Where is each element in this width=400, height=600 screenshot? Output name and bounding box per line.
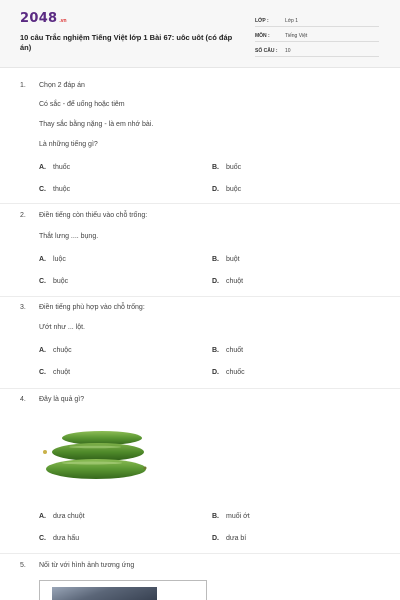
option-c[interactable] <box>39 186 70 193</box>
question-text: Điền tiếng còn thiếu vào chỗ trống: <box>39 212 148 219</box>
option-text: luộc <box>53 256 66 263</box>
option-text: muối ớt <box>226 513 250 520</box>
question-line: Là những tiếng gì? <box>39 141 98 148</box>
option-text: buộc <box>226 186 242 193</box>
question-line: Thay sắc bằng nặng - là em nhớ bài. <box>39 121 154 128</box>
option-a[interactable] <box>39 164 70 171</box>
meta-value: Lớp 1 <box>285 18 299 24</box>
question-line: Ướt như ... lột. <box>39 324 85 331</box>
meta-row-class <box>255 16 379 27</box>
question-number: 4. <box>20 396 26 403</box>
question-text: Chọn 2 đáp án <box>39 82 85 89</box>
option-c[interactable] <box>39 535 79 542</box>
option-d[interactable] <box>212 278 243 285</box>
question-line: Thắt lưng .... bụng. <box>39 233 99 240</box>
question-divider <box>0 296 400 297</box>
option-a[interactable] <box>39 347 72 354</box>
option-text: dưa bí <box>226 535 247 542</box>
option-letter: D. <box>212 369 219 376</box>
meta-value: 10 <box>285 48 291 54</box>
option-d[interactable] <box>212 369 245 376</box>
option-b[interactable] <box>212 164 241 171</box>
question-text: Đây là quả gì? <box>39 396 85 403</box>
option-text: buộc <box>53 278 69 285</box>
option-text: chuộc <box>53 347 72 354</box>
option-text: dưa hấu <box>53 535 80 542</box>
option-letter: B. <box>212 347 219 354</box>
option-c[interactable] <box>39 278 68 285</box>
option-letter: A. <box>39 347 46 354</box>
site-logo[interactable] <box>20 12 67 25</box>
option-text: chuột <box>226 278 244 285</box>
logo-text: 2048 <box>20 11 58 26</box>
question-divider <box>0 388 400 389</box>
option-b[interactable] <box>212 256 240 263</box>
option-text: buột <box>226 256 240 263</box>
option-d[interactable] <box>212 535 246 542</box>
option-letter: C. <box>39 186 46 193</box>
option-letter: D. <box>212 535 219 542</box>
document-title: 10 câu Trắc nghiệm Tiếng Việt lớp 1 Bài 67: uôc uôt (có đáp án) <box>20 33 233 52</box>
option-text: thuốc <box>53 164 71 171</box>
option-letter: D. <box>212 186 219 193</box>
document-header <box>0 0 400 68</box>
meta-label: LỚP : <box>255 18 269 24</box>
option-letter: C. <box>39 535 46 542</box>
meta-value: Tiếng Việt <box>285 33 308 39</box>
option-letter: C. <box>39 278 46 285</box>
meta-row-subject <box>255 31 379 42</box>
option-b[interactable] <box>212 513 250 520</box>
question-number: 5. <box>20 562 26 569</box>
option-letter: B. <box>212 256 219 263</box>
option-text: chuốt <box>226 347 244 354</box>
cucumber-image <box>40 424 152 484</box>
matching-image-frame <box>39 580 207 600</box>
question-text: Điền tiếng phù hợp vào chỗ trống: <box>39 304 145 311</box>
option-d[interactable] <box>212 186 241 193</box>
question-text: Nối từ với hình ảnh tương ứng <box>39 562 135 569</box>
option-letter: A. <box>39 256 46 263</box>
option-c[interactable] <box>39 369 70 376</box>
option-letter: B. <box>212 164 219 171</box>
question-number: 3. <box>20 304 26 311</box>
option-text: chuột <box>53 369 71 376</box>
option-text: thuộc <box>53 186 71 193</box>
question-number: 1. <box>20 82 26 89</box>
option-b[interactable] <box>212 347 243 354</box>
option-text: dưa chuột <box>53 513 85 520</box>
option-letter: C. <box>39 369 46 376</box>
option-letter: A. <box>39 513 46 520</box>
option-letter: D. <box>212 278 219 285</box>
meta-label: MÔN : <box>255 33 270 39</box>
question-line: Có sắc - để uống hoặc tiêm <box>39 101 125 108</box>
option-text: buốc <box>226 164 242 171</box>
option-a[interactable] <box>39 513 85 520</box>
logo-domain: .vn <box>59 18 67 24</box>
option-letter: A. <box>39 164 46 171</box>
meta-row-count <box>255 46 379 57</box>
matching-image <box>52 587 157 600</box>
option-letter: B. <box>212 513 219 520</box>
meta-label: SỐ CÂU : <box>255 48 278 54</box>
option-a[interactable] <box>39 256 66 263</box>
question-divider <box>0 553 400 554</box>
question-number: 2. <box>20 212 26 219</box>
option-text: chuốc <box>226 369 245 376</box>
question-divider <box>0 203 400 204</box>
